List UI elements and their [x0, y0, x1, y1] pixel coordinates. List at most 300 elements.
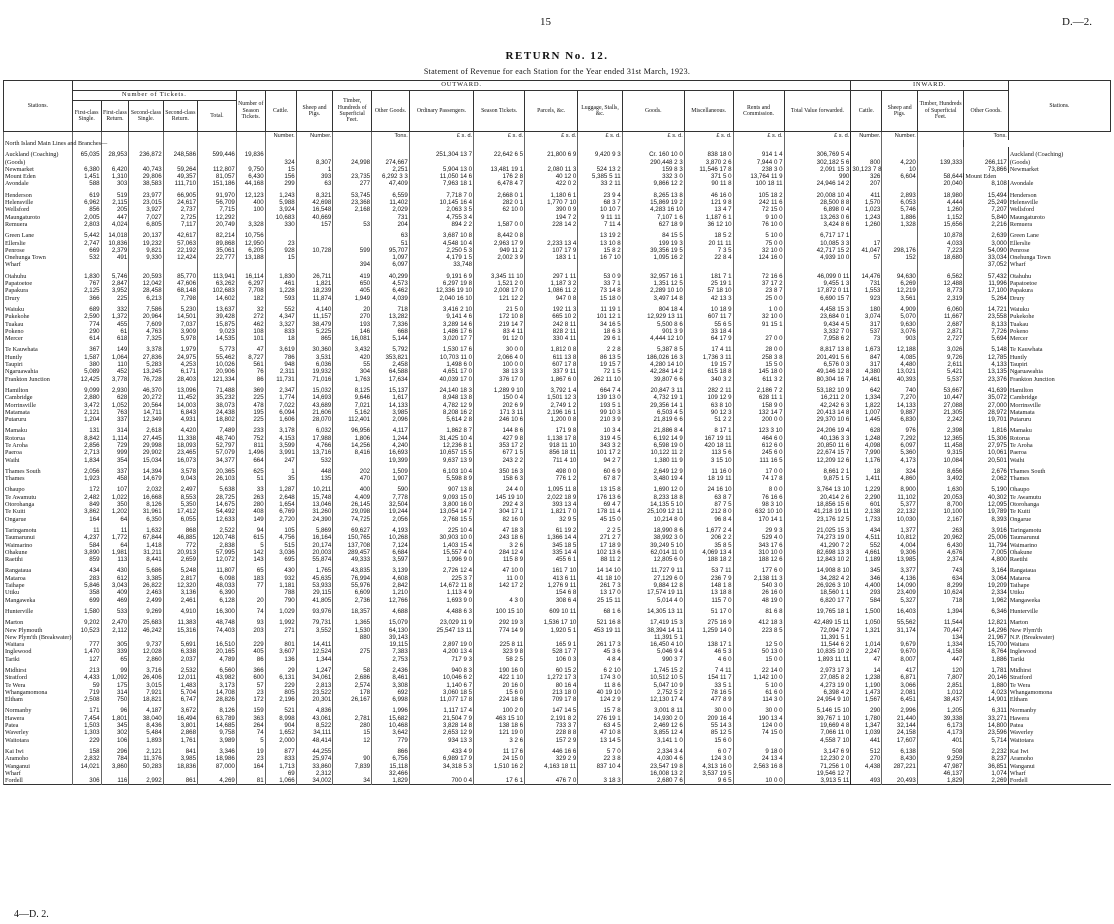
table-cell: 6,560	[198, 667, 237, 674]
table-cell: 512	[851, 748, 882, 755]
table-row	[4, 159, 1111, 166]
table-cell: 1,503	[72, 722, 101, 729]
table-cell: 774	[72, 321, 101, 328]
table-cell: 4,179 1 5	[409, 254, 473, 261]
table-cell: 11,458	[917, 442, 964, 449]
table-cell: 172 10 8	[474, 313, 525, 320]
station-name-right: Ohakune	[1008, 549, 1110, 556]
table-cell: 12,011	[163, 674, 197, 681]
station-name-right: Eltham	[1008, 696, 1110, 703]
table-cell: 14,800	[964, 722, 1008, 729]
table-cell: 150,765	[333, 534, 372, 541]
table-cell: 366	[236, 667, 265, 674]
table-cell: 1,733	[851, 516, 882, 523]
station-name-right: Normanby	[1008, 707, 1110, 714]
table-cell: 55 6 5	[684, 321, 733, 328]
stations-header-right: Stations.	[1008, 81, 1110, 132]
table-cell: 73,866	[964, 166, 1008, 173]
table-cell: 3,991	[265, 449, 296, 456]
table-cell: 91 12 0	[474, 335, 525, 342]
table-cell: 2,648	[265, 494, 296, 501]
table-cell: 2,319	[917, 295, 964, 302]
table-cell: 1,496	[236, 449, 265, 456]
station-name: Thames	[4, 475, 73, 482]
table-cell: 51	[372, 240, 410, 247]
table-cell: 2,121	[72, 409, 101, 416]
station-name-right: Wharf	[1008, 261, 1110, 268]
table-cell: 107 17 9	[525, 247, 578, 254]
unit-cell	[236, 132, 265, 141]
table-cell: 15,875	[198, 321, 237, 328]
table-cell: 10,835 10 2	[784, 648, 851, 655]
table-row	[4, 501, 1111, 508]
table-cell: 16,494	[163, 715, 197, 722]
table-cell: 50,283	[129, 763, 163, 770]
table-cell: 2,436	[372, 667, 410, 674]
unit-cell: Number.	[851, 132, 882, 141]
table-cell: 225 3 7	[409, 575, 473, 582]
table-cell: 537	[851, 328, 882, 335]
station-name-right: Newmarket	[1008, 166, 1110, 173]
table-cell: 171 3 11	[474, 409, 525, 416]
table-row	[4, 221, 1111, 228]
station-name: Normanby	[4, 707, 73, 714]
station-name: Wanganui	[4, 763, 73, 770]
table-cell: 38,992 3 0	[622, 534, 684, 541]
table-row	[4, 755, 1111, 762]
table-cell: 446 16 6	[525, 748, 578, 755]
station-name: Waitotara	[4, 737, 73, 744]
station-name: Utiku	[4, 589, 73, 596]
station-name-right: Morrinsville	[1008, 402, 1110, 409]
table-cell: 290	[851, 707, 882, 714]
station-name-right: Midhirst	[1008, 667, 1110, 674]
table-cell: 12,230 2 0	[784, 755, 851, 762]
table-cell: 39,338	[917, 715, 964, 722]
table-cell: 2,574	[333, 682, 372, 689]
table-cell: 115 7 0	[684, 597, 733, 604]
table-cell: 263	[917, 527, 964, 534]
table-cell: 2,880	[72, 394, 101, 401]
station-name-right: Drury	[1008, 295, 1110, 302]
table-cell: 4,380	[851, 368, 882, 375]
table-cell: 120	[917, 667, 964, 674]
table-cell	[851, 770, 882, 777]
table-cell: 115 8 9	[474, 556, 525, 563]
table-cell: 12,219	[882, 287, 917, 294]
table-cell: 6,562	[917, 273, 964, 280]
table-cell: 1,229	[851, 486, 882, 493]
table-cell: 4,651 17 0	[409, 368, 473, 375]
table-cell: 69,627	[333, 527, 372, 534]
table-cell: 148 1 8	[684, 582, 733, 589]
table-cell: 29	[265, 667, 296, 674]
table-cell: 590	[372, 486, 410, 493]
table-cell: 5,846	[72, 582, 101, 589]
table-cell: 6,462	[372, 287, 410, 294]
unit-cell: Number.	[882, 132, 917, 141]
table-cell: 8,948 13 8	[409, 394, 473, 401]
table-cell: 1,347	[851, 722, 882, 729]
table-cell	[198, 159, 237, 166]
table-cell: 14,908 8 10	[784, 567, 851, 574]
table-cell: 6,297	[236, 280, 265, 287]
table-cell: 6,598 19 0	[622, 442, 684, 449]
table-cell: 7,807	[917, 674, 964, 681]
table-cell: 33,748	[409, 261, 473, 268]
table-cell: 6,138	[882, 748, 917, 755]
table-row	[4, 280, 1111, 287]
table-cell: 3,862	[72, 508, 101, 515]
table-cell: 46,885	[163, 534, 197, 541]
table-cell	[684, 140, 733, 147]
table-cell: 26,145	[333, 501, 372, 508]
table-cell: 308 6 4	[525, 597, 578, 604]
station-name-right: Ellerslie	[1008, 240, 1110, 247]
table-cell: 63	[296, 180, 333, 187]
table-row	[4, 306, 1111, 313]
table-cell: 5,598 8 9	[409, 475, 473, 482]
table-cell: 33 2 11	[578, 180, 622, 187]
table-cell: 976	[882, 427, 917, 434]
table-cell: 73	[851, 335, 882, 342]
table-cell: 22 8 4	[684, 254, 733, 261]
table-cell: 412 18 3	[733, 619, 784, 626]
table-cell: 10,512 10 5	[622, 674, 684, 681]
table-cell: 1,200 0 8	[525, 416, 578, 423]
table-cell: 13,985	[882, 556, 917, 563]
table-cell: 39,249 5 10	[622, 542, 684, 549]
table-cell: 729	[101, 442, 129, 449]
table-cell: 1,022	[101, 494, 129, 501]
table-cell: 2,125	[72, 287, 101, 294]
table-cell: 4,939 10 0	[784, 254, 851, 261]
station-name: Tariki	[4, 656, 73, 663]
table-cell: 949 11 2	[474, 247, 525, 254]
table-cell: 9,679	[882, 641, 917, 648]
table-cell: 776 1 2	[525, 475, 578, 482]
table-cell: 14,461	[851, 376, 882, 383]
table-row	[4, 648, 1111, 655]
table-cell: 4,187	[129, 707, 163, 714]
table-cell: 833	[265, 328, 296, 335]
table-cell: 1,243	[265, 192, 296, 199]
table-cell: 164	[72, 516, 101, 523]
table-cell: 2,167	[917, 516, 964, 523]
table-cell: 2,893	[882, 192, 917, 199]
table-cell	[296, 634, 333, 641]
table-cell: 6,503 4 5	[622, 409, 684, 416]
table-cell: 2,856	[72, 442, 101, 449]
table-cell: 2,659	[163, 556, 197, 563]
table-cell: 89,868	[198, 240, 237, 247]
table-row	[4, 667, 1111, 674]
table-cell: 29,115	[296, 589, 333, 596]
table-cell: 85,770	[163, 273, 197, 280]
table-cell: 3,043	[101, 582, 129, 589]
table-cell	[684, 261, 733, 268]
table-cell: 5,148	[964, 346, 1008, 353]
table-cell: 20,749	[198, 221, 237, 228]
station-name-right: Remuera	[1008, 221, 1110, 228]
table-cell: 247	[265, 457, 296, 464]
table-cell: 4,033	[917, 240, 964, 247]
table-cell: 2,037	[163, 656, 197, 663]
station-name: Pukekohe	[4, 313, 73, 320]
table-cell: 157	[296, 221, 333, 228]
table-cell: 400	[333, 486, 372, 493]
table-cell: 1,023	[851, 206, 882, 213]
table-cell: 23,522	[296, 689, 333, 696]
table-cell: 2,289 10 10	[622, 287, 684, 294]
table-cell: 7 3 5	[684, 247, 733, 254]
table-cell: 113 5 6	[684, 449, 733, 456]
table-cell: 282 0 1	[474, 199, 525, 206]
table-cell: 39,356 19 5	[622, 247, 684, 254]
table-cell	[917, 151, 964, 158]
table-cell: 10,122 11 2	[622, 449, 684, 456]
table-cell: 23,465	[163, 449, 197, 456]
table-cell: 1,117 17 4	[409, 707, 473, 714]
table-cell: 3,147 6 9	[784, 748, 851, 755]
table-cell: 23,015	[129, 199, 163, 206]
station-name: Ongarue	[4, 516, 73, 523]
table-cell: 847	[851, 354, 882, 361]
table-cell: 34 16 5	[578, 321, 622, 328]
table-cell: 5,792	[372, 346, 410, 353]
table-cell	[333, 240, 372, 247]
table-cell: 30 0 0	[684, 707, 733, 714]
table-cell: 1,654	[265, 501, 296, 508]
table-cell: 20,964	[129, 313, 163, 320]
table-cell: 28,458	[129, 287, 163, 294]
table-cell: 67 8 7	[578, 475, 622, 482]
table-cell: 275 16 9	[684, 619, 733, 626]
table-cell: 552	[851, 542, 882, 549]
table-cell: 310 10 0	[733, 549, 784, 556]
table-cell: 5,904 13 0	[409, 166, 473, 173]
table-cell: 5,385 5 11	[578, 173, 622, 180]
table-cell: 841	[163, 748, 197, 755]
table-cell: 5,421	[917, 368, 964, 375]
table-cell: 64 17 9	[684, 335, 733, 342]
table-cell	[236, 261, 265, 268]
table-cell: 15,306	[964, 435, 1008, 442]
table-cell: 3,985	[372, 409, 410, 416]
table-cell: 11,544 6 2	[784, 641, 851, 648]
table-cell: 314	[101, 427, 129, 434]
table-cell: 3,778	[101, 376, 129, 383]
table-cell: 3,178	[265, 427, 296, 434]
table-cell: 33,034	[964, 254, 1008, 261]
table-cell: 4,676	[917, 549, 964, 556]
table-cell: 4,117	[372, 427, 410, 434]
table-cell: 1,113 4 9	[409, 589, 473, 596]
table-cell: 3,561	[882, 295, 917, 302]
table-cell: 20,174	[296, 542, 333, 549]
table-cell: 2,242	[917, 416, 964, 423]
table-cell: 24,390	[296, 516, 333, 523]
table-cell: 9,191 6 9	[409, 273, 473, 280]
table-cell: 2,138	[851, 508, 882, 515]
station-name-right: Te Kauwhata	[1008, 346, 1110, 353]
table-cell: 1,509	[372, 468, 410, 475]
table-cell: 136	[265, 656, 296, 663]
table-cell: 2,062	[964, 475, 1008, 482]
table-cell: 345	[101, 722, 129, 729]
table-cell: 29,356 14 1	[622, 402, 684, 409]
station-name: Te Wera	[4, 682, 73, 689]
col-header: Timber, Hundreds of Superficial Feet.	[917, 91, 964, 132]
table-cell: 106	[101, 737, 129, 744]
table-cell: 182	[236, 295, 265, 302]
table-cell	[474, 214, 525, 221]
table-row	[4, 232, 1111, 239]
table-cell: 49,333	[333, 556, 372, 563]
table-cell: 1,380 11 9	[622, 457, 684, 464]
table-cell	[163, 634, 197, 641]
table-cell: 8,237	[964, 755, 1008, 762]
col-header: Second-class Return.	[163, 101, 197, 132]
table-cell: 1,486 17 6	[409, 328, 473, 335]
table-cell: 380	[72, 361, 101, 368]
table-cell: 47 18 3	[474, 527, 525, 534]
table-row	[4, 696, 1111, 703]
table-cell: 12	[333, 737, 372, 744]
table-cell: 1,189	[851, 556, 882, 563]
table-cell: 19,232	[129, 240, 163, 247]
table-cell: 17,988	[296, 435, 333, 442]
table-row	[4, 240, 1111, 247]
table-cell: 7,958 6 2	[784, 335, 851, 342]
table-cell: 1,567	[851, 696, 882, 703]
table-cell: 330	[265, 221, 296, 228]
table-cell: 1,500	[851, 608, 882, 615]
table-row	[4, 442, 1111, 449]
table-cell: 2,196 16 1	[525, 409, 578, 416]
table-cell: 17 0 0	[733, 468, 784, 475]
table-cell: 447	[101, 214, 129, 221]
table-cell: 10,703 11 0	[409, 354, 473, 361]
table-cell: 32,466	[372, 770, 410, 777]
table-cell: 2,216	[964, 221, 1008, 228]
table-cell: 10,523	[72, 627, 101, 634]
table-cell: 3,890	[72, 549, 101, 556]
table-cell: 16,081	[333, 335, 372, 342]
station-name-right: Pukekohe	[1008, 313, 1110, 320]
table-cell: 1 0 0	[733, 306, 784, 313]
table-cell: 59,264	[163, 166, 197, 173]
station-name: Te Aroha	[4, 442, 73, 449]
table-cell: 2,461	[163, 597, 197, 604]
table-cell: 99	[101, 667, 129, 674]
table-cell: 1,344	[296, 656, 333, 663]
table-cell: 261 17 3	[578, 641, 622, 648]
table-cell: 1,553	[851, 287, 882, 294]
table-cell: 69 4 7	[578, 501, 622, 508]
table-cell: 7,921	[129, 689, 163, 696]
table-cell: 6,292 3 3	[372, 173, 410, 180]
table-cell: 30 0 0	[733, 707, 784, 714]
table-cell: 46,242	[129, 627, 163, 634]
table-cell: 1,202	[101, 508, 129, 515]
col-header: Total Value forwarded.	[784, 91, 851, 132]
table-cell: 32 10 0	[733, 313, 784, 320]
station-name-right: Mamaku	[1008, 427, 1110, 434]
table-cell: 2,727	[917, 335, 964, 342]
station-name-right: Fordell	[1008, 777, 1110, 785]
table-cell: 12,425	[72, 376, 101, 383]
table-cell: 10,046 6 2	[409, 674, 473, 681]
table-cell: 9,455 1 3	[784, 280, 851, 287]
table-cell: 48,033	[198, 582, 237, 589]
table-cell: 56,709	[198, 199, 237, 206]
table-cell: 5,070	[882, 313, 917, 320]
table-cell: 6,769	[265, 508, 296, 515]
table-cell: 4,860	[882, 475, 917, 482]
table-cell: 1,092	[101, 674, 129, 681]
table-cell: 11,452	[163, 394, 197, 401]
table-cell: 26,822	[129, 582, 163, 589]
table-cell: 40 19 10	[578, 689, 622, 696]
table-cell: 110	[101, 361, 129, 368]
table-cell: 6,962	[72, 199, 101, 206]
col-header: Miscellaneous.	[684, 91, 733, 132]
table-cell: 1,176	[851, 457, 882, 464]
table-cell	[474, 770, 525, 777]
station-name-right: Taringamotu	[1008, 527, 1110, 534]
table-cell: 1,411	[851, 475, 882, 482]
table-cell: 4,688	[372, 608, 410, 615]
table-cell: 5,691	[163, 641, 197, 648]
table-cell: 2,676	[964, 468, 1008, 475]
table-cell: 14,721	[964, 306, 1008, 313]
table-cell: 57,079	[198, 449, 237, 456]
table-cell: 88 11 2	[578, 556, 622, 563]
table-cell: 149	[236, 516, 265, 523]
table-cell: 1,334	[917, 641, 964, 648]
station-name-right: Thames	[1008, 475, 1110, 482]
table-cell	[72, 159, 101, 166]
table-cell: 270	[333, 313, 372, 320]
table-cell: 33	[236, 486, 265, 493]
table-cell: 171 9 8	[525, 427, 578, 434]
table-cell: 5,869	[296, 527, 333, 534]
table-row	[4, 597, 1111, 604]
table-cell: 96,956	[333, 427, 372, 434]
table-cell: 409	[101, 589, 129, 596]
table-cell: 337	[101, 416, 129, 423]
table-cell: 63 4 5	[578, 722, 622, 729]
table-cell: 2,398	[917, 427, 964, 434]
table-cell	[882, 140, 917, 147]
table-cell: 2,618	[129, 427, 163, 434]
table-row	[4, 582, 1111, 589]
table-cell: 9 11 11	[578, 214, 622, 221]
table-cell: 228 14 2	[525, 221, 578, 228]
table-cell: 159	[236, 707, 265, 714]
table-cell: 38,073	[198, 402, 237, 409]
table-cell: 20 16 0	[474, 682, 525, 689]
unit-cell	[129, 132, 163, 141]
table-cell: 1,822	[851, 402, 882, 409]
table-cell: 668	[372, 328, 410, 335]
table-cell: 4,661	[851, 549, 882, 556]
table-cell: 11,402	[372, 199, 410, 206]
station-name-right: Taupiri	[1008, 361, 1110, 368]
table-cell: 1,996 9 0	[409, 556, 473, 563]
station-name-right: Wharf	[1008, 770, 1110, 777]
